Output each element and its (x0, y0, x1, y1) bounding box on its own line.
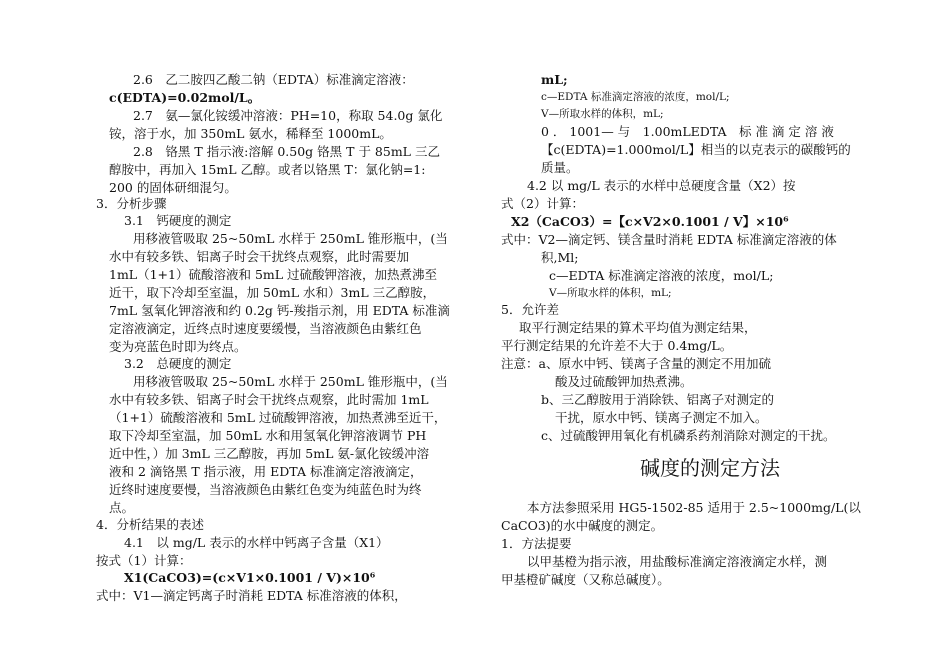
text-line: 积,Ml; (541, 250, 579, 265)
text-line: 本方法参照采用 HG5-1502-85 适用于 2.5~1000mg/L(以 (527, 500, 861, 515)
subsection-heading: 3.2 总硬度的测定 (124, 356, 232, 371)
text-line: c(EDTA)=0.02mol/L。 (109, 90, 261, 105)
section-heading: 3．分析步骤 (96, 196, 167, 211)
text-line: 按式（1）计算： (96, 553, 192, 568)
text-line: 200 的固体研细混匀。 (109, 180, 237, 195)
text-line: c—EDTA 标准滴定溶液的浓度，mol/L; (549, 268, 774, 283)
subsection-heading: 4.1 以 mg/L 表示的水样中钙离子含量（X1） (124, 535, 389, 550)
text-line: 1mL（1+1）硫酸溶液和 5mL 过硫酸钾溶液，加热煮沸至 (109, 267, 438, 282)
text-line: 用移液管吸取 25~50mL 水样于 250mL 锥形瓶中，(当 (133, 231, 448, 246)
text-line: 变为亮蓝色时即为终点。 (109, 339, 247, 354)
text-line: 式（2）计算： (501, 196, 584, 211)
text-line: 2.8 铬黑 T 指示液:溶解 0.50g 铬黑 T 于 85mL 三乙 (133, 144, 440, 159)
text-line: b、三乙醇胺用于消除铁、铝离子对测定的 (541, 392, 775, 407)
text-line: mL; (541, 72, 568, 87)
text-line: c、过硫酸钾用氧化有机磷系药剂消除对测定的干扰。 (541, 428, 836, 443)
text-line: 定溶液滴定，近终点时速度要缓慢，当溶液颜色由紫红色 (109, 321, 422, 336)
text-line: （1+1）硫酸溶液和 5mL 过硫酸钾溶液，加热煮沸至近干， (109, 410, 447, 425)
text-line: 近干，取下冷却至室温，加 50mL 水和）3mL 三乙醇胺， (109, 285, 436, 300)
section-heading: 5．允许差 (501, 302, 559, 317)
formula-x2: X2（CaCO3）=【c×V2×0.1001 / V】×10⁶ (511, 214, 789, 229)
text-line: 液和 2 滴铬黑 T 指示液，用 EDTA 标准滴定溶液滴定， (109, 464, 423, 479)
text-line: 平行测定结果的允许差不大于 0.4mg/L。 (501, 338, 733, 353)
text-line: 7mL 氢氧化钾溶液和约 0.2g 钙-羧指示剂，用 EDTA 标准滴 (109, 303, 450, 318)
text-line: 注意：a、原水中钙、镁离子含量的测定不用加硫 (501, 356, 771, 371)
text-line: 式中：V1—滴定钙离子时消耗 EDTA 标准溶液的体积， (96, 588, 407, 603)
text-line: 酸及过硫酸钾加热煮沸。 (555, 374, 693, 389)
text-line: 点。 (109, 500, 135, 515)
text-line: 质量。 (541, 160, 579, 175)
text-line: 甲基橙矿碱度（又称总碱度）。 (501, 572, 670, 587)
text-line: 干扰，原水中钙、镁离子测定不加入。 (555, 410, 768, 425)
text-line: 式中：V2—滴定钙、镁含量时消耗 EDTA 标准滴定溶液的体 (501, 232, 837, 247)
text-line: 0 ． 1001— 与 1.00mLEDTA 标 准 滴 定 溶 液 (541, 124, 834, 139)
formula-x1: X1(CaCO3)=(c×V1×0.1001 / V)×10⁶ (124, 570, 376, 585)
section-heading: 1．方法提要 (501, 536, 572, 551)
text-line: 近中性，）加 3mL 三乙醇胺，再加 5mL 氨-氯化铵缓冲溶 (109, 446, 430, 461)
text-line: 【c(EDTA)=1.000mol/L】相当的以克表示的碳酸钙的 (541, 142, 851, 157)
text-line: 醇胺中，再加入 15mL 乙醇。或者以铬黑 T：氯化钠=1: (109, 162, 426, 177)
text-line: c—EDTA 标准滴定溶液的浓度，mol/L; (541, 91, 730, 103)
subsection-heading: 3.1 钙硬度的测定 (124, 213, 232, 228)
section-heading: 4．分析结果的表述 (96, 517, 204, 532)
text-line: 以甲基橙为指示液，用盐酸标准滴定溶液滴定水样，测 (527, 554, 828, 569)
text-line: 近终时速度要慢，当溶液颜色由紫红色变为纯蓝色时为终 (109, 482, 422, 497)
text-line: 取下冷却至室温，加 50mL 水和用氢氧化钾溶液调节 PH (109, 428, 427, 443)
text-line: CaCO3)的水中碱度的测定。 (501, 518, 664, 533)
text-line: 水中有较多铁、铝离子时会干扰终点观察，此时需要加 (109, 249, 410, 264)
text-line: 水中有较多铁、铝离子时会干扰终点观察，此时需加 1mL (109, 392, 429, 407)
text-line: 铵，溶于水，加 350mL 氨水，稀释至 1000mL。 (109, 126, 392, 141)
text-line: V—所取水样的体积，mL; (549, 287, 672, 299)
text-line: 取平行测定结果的算术平均值为测定结果， (519, 320, 757, 335)
text-line: 2.7 氨—氯化铵缓冲溶液：PH=10，称取 54.0g 氯化 (133, 108, 443, 123)
section-title: 碱度的测定方法 (640, 456, 780, 480)
text-line: 2.6 乙二胺四乙酸二钠（EDTA）标准滴定溶液： (133, 72, 414, 87)
subsection-heading: 4.2 以 mg/L 表示的水样中总硬度含量（X2）按 (527, 178, 796, 193)
text-line: V—所取水样的体积，mL; (541, 108, 664, 120)
text-line: 用移液管吸取 25~50mL 水样于 250mL 锥形瓶中，(当 (133, 374, 448, 389)
